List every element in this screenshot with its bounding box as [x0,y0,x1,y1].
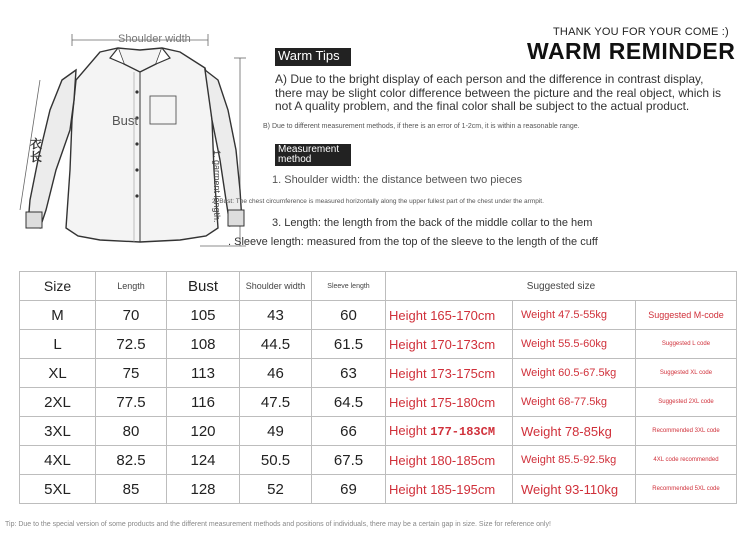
cell-weight: Weight 60.5-67.5kg [513,359,636,388]
measurement-shoulder: 1. Shoulder width: the distance between two pieces [272,174,523,186]
cell-sleeve: 61.5 [312,330,386,359]
shoulder-width-label: Shoulder width [118,33,191,45]
cell-size: M [20,301,96,330]
cell-bust: 124 [167,446,240,475]
cell-shoulder: 50.5 [240,446,312,475]
bust-label: Bust [112,113,139,128]
header-sleeve: Sleeve length [312,272,386,301]
cell-size: 2XL [20,388,96,417]
garment-length-label: 1. garment length. [212,150,222,223]
tip-a-text: A) Due to the bright display of each person and the difference in contrast display, there may be slight color difference between the picture and the real object, which is not A quality problem, and the final color shall be subject to the actual product. [275,72,722,113]
cell-code: Suggested 2XL code [636,388,737,417]
measurement-sleeve: . Sleeve length: measured from the top of the sleeve to the length of the cuff [228,236,598,248]
cell-height: Height 180-185cm [386,446,513,475]
cell-weight: Weight 47.5-55kg [513,301,636,330]
cell-height-prefix: Height [389,423,431,438]
cell-bust: 108 [167,330,240,359]
cell-sleeve: 66 [312,417,386,446]
measurement-length: 3. Length: the length from the back of the middle collar to the hem [272,217,593,229]
header-size: Size [20,272,96,301]
cell-size: 5XL [20,475,96,504]
table-row [20,301,737,330]
cell-height: Height 165-170cm [386,301,513,330]
cell-length: 75 [96,359,167,388]
cell-shoulder: 43 [240,301,312,330]
cell-code: 4XL code recommended [636,446,737,475]
cell-height: Height 170-173cm [386,330,513,359]
cell-length: 70 [96,301,167,330]
cell-length: 85 [96,475,167,504]
header-length: Length [96,272,167,301]
table-row [20,359,737,388]
length-label-cn: 衣长 [30,137,43,164]
cell-sleeve: 64.5 [312,388,386,417]
warm-reminder-title: WARM REMINDER [527,38,736,64]
cell-sleeve: 63 [312,359,386,388]
cell-bust: 113 [167,359,240,388]
cell-shoulder: 49 [240,417,312,446]
measurement-bust: 2. Bust: The chest circumference is measured horizontally along the upper fullest part of the chest under the armpit. [212,198,544,205]
header-suggested: Suggested size [386,272,737,301]
cell-length: 82.5 [96,446,167,475]
table-row [20,475,737,504]
cell-sleeve: 69 [312,475,386,504]
cell-code: Recommended 5XL code [636,475,737,504]
cell-weight: Weight 85.5-92.5kg [513,446,636,475]
size-table [19,271,737,504]
thank-you-text: THANK YOU FOR YOUR COME :) [553,26,729,38]
cell-weight: Weight 78-85kg [513,417,636,446]
cell-height: Height 175-180cm [386,388,513,417]
cell-weight: Weight 55.5-60kg [513,330,636,359]
cell-length: 77.5 [96,388,167,417]
footnote-text: Tip: Due to the special version of some products and the different measurement methods and positions of individuals, there may be a certain gap in size. Size for reference only! [5,521,551,528]
cell-height: Height 185-195cm [386,475,513,504]
cell-size: XL [20,359,96,388]
cell-bust: 128 [167,475,240,504]
measurement-method-tag: Measurement method [275,144,351,166]
cell-length: 80 [96,417,167,446]
cell-code: Suggested XL code [636,359,737,388]
warm-tips-tag: Warm Tips [275,48,351,66]
header-shoulder: Shoulder width [240,272,312,301]
cell-shoulder: 46 [240,359,312,388]
header-bust: Bust [167,272,240,301]
cell-code: Suggested M-code [636,301,737,330]
cell-code: Recommended 3XL code [636,417,737,446]
cell-code: Suggested L code [636,330,737,359]
table-row [20,417,737,446]
cell-bust: 105 [167,301,240,330]
tip-b-text: B) Due to different measurement methods, if there is an error of 1-2cm, it is within a reasonable range. [263,123,580,130]
cell-shoulder: 52 [240,475,312,504]
cell-height: Height 173-175cm [386,359,513,388]
cell-shoulder: 47.5 [240,388,312,417]
table-row [20,330,737,359]
cell-bust: 120 [167,417,240,446]
cell-shoulder: 44.5 [240,330,312,359]
cell-weight: Weight 68-77.5kg [513,388,636,417]
cell-bust: 116 [167,388,240,417]
shirt-diagram [0,0,260,262]
cell-sleeve: 67.5 [312,446,386,475]
cell-size: 3XL [20,417,96,446]
cell-size: 4XL [20,446,96,475]
cell-height [386,417,513,446]
table-header-row [20,272,737,301]
table-row [20,388,737,417]
cell-height-value: 177-183CM [430,425,496,439]
cell-length: 72.5 [96,330,167,359]
cell-weight: Weight 93-110kg [513,475,636,504]
table-row [20,446,737,475]
cell-sleeve: 60 [312,301,386,330]
cell-size: L [20,330,96,359]
